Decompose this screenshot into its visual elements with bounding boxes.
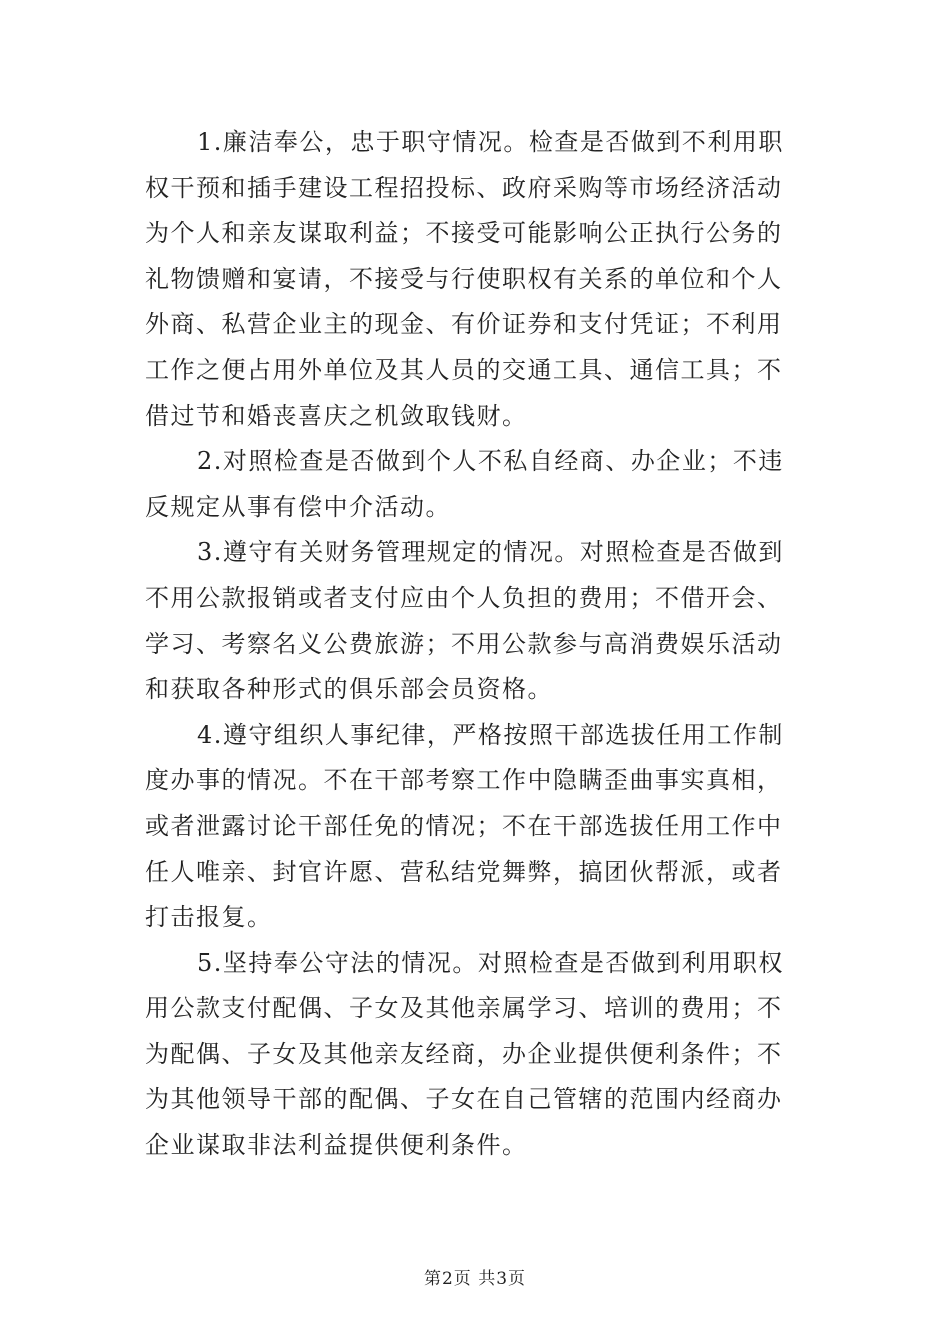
document-body — [145, 120, 805, 1169]
text-line: 企业谋取非法利益提供便利条件。 — [145, 1131, 528, 1160]
text-line: 外商、私营企业主的现金、有价证券和支付凭证；不利用 — [145, 310, 783, 339]
page-number-footer: 第2页 共3页 — [423, 1269, 527, 1289]
paragraph-1 — [145, 120, 805, 439]
text-line: 反规定从事有偿中介活动。 — [145, 492, 451, 521]
text-line: 工作之便占用外单位及其人员的交通工具、通信工具；不 — [145, 355, 783, 384]
text-line: 用公款支付配偶、子女及其他亲属学习、培训的费用；不 — [145, 994, 783, 1023]
text-line: 打击报复。 — [145, 903, 273, 932]
text-line: 或者泄露讨论干部任免的情况；不在干部选拔任用工作中 — [145, 811, 783, 840]
text-line: 权干预和插手建设工程招投标、政府采购等市场经济活动 — [145, 173, 783, 202]
text-line: 礼物馈赠和宴请，不接受与行使职权有关系的单位和个人 — [145, 264, 783, 293]
paragraph-2 — [145, 439, 805, 530]
text-line: 为个人和亲友谋取利益；不接受可能影响公正执行公务的 — [145, 219, 783, 248]
text-line: 1.廉洁奉公，忠于职守情况。检查是否做到不利用职 — [197, 128, 784, 156]
text-line: 不用公款报销或者支付应由个人负担的费用；不借开会、 — [145, 583, 783, 612]
paragraph-5 — [145, 941, 805, 1169]
paragraph-3 — [145, 530, 805, 712]
text-line: 学习、考察名义公费旅游；不用公款参与高消费娱乐活动 — [145, 629, 783, 658]
paragraph-4 — [145, 713, 805, 941]
text-line: 借过节和婚丧喜庆之机敛取钱财。 — [145, 401, 528, 430]
text-line: 和获取各种形式的俱乐部会员资格。 — [145, 675, 553, 704]
text-line: 5.坚持奉公守法的情况。对照检查是否做到利用职权 — [197, 948, 784, 977]
text-line: 为配偶、子女及其他亲友经商，办企业提供便利条件；不 — [145, 1039, 783, 1068]
text-line: 3.遵守有关财务管理规定的情况。对照检查是否做到 — [197, 538, 784, 567]
text-line: 2.对照检查是否做到个人不私自经商、办企业；不违 — [197, 447, 784, 476]
text-line: 任人唯亲、封官许愿、营私结党舞弊，搞团伙帮派，或者 — [145, 857, 783, 886]
text-line: 度办事的情况。不在干部考察工作中隐瞒歪曲事实真相， — [145, 766, 783, 795]
text-line: 4.遵守组织人事纪律，严格按照干部选拔任用工作制 — [197, 720, 784, 749]
text-line: 为其他领导干部的配偶、子女在自己管辖的范围内经商办 — [145, 1085, 783, 1114]
